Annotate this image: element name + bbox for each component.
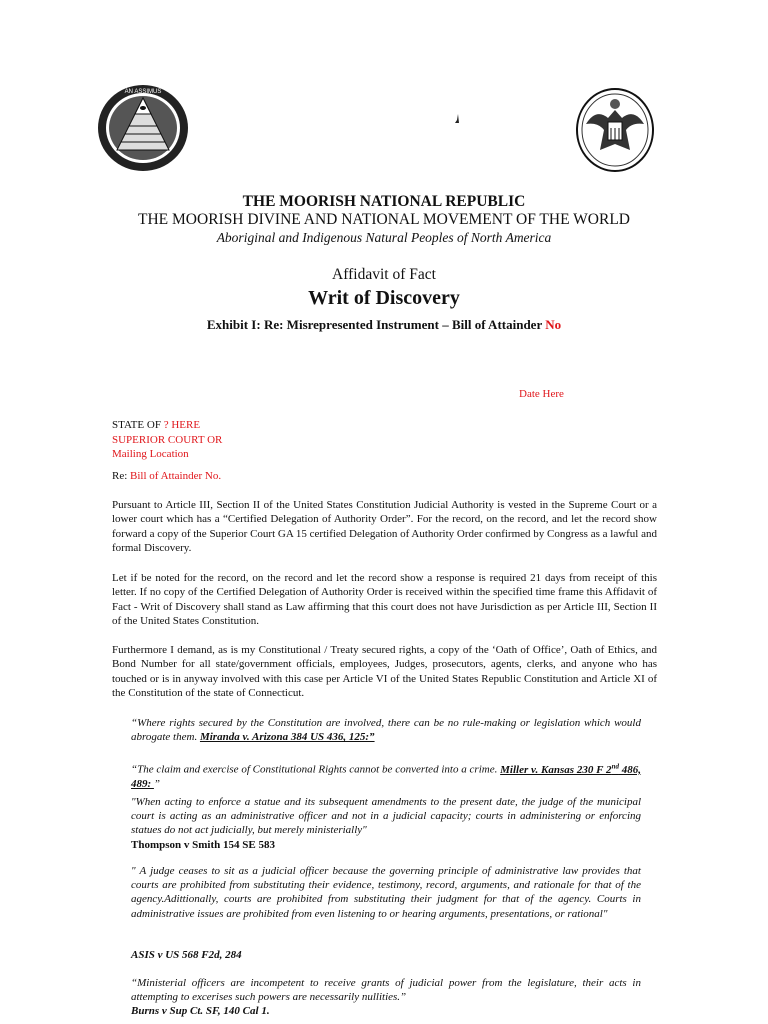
citation-superscript: nd (611, 762, 619, 770)
stray-mark (454, 114, 460, 124)
quote-citation: Thompson v Smith 154 SE 583 (131, 838, 275, 851)
re-line (112, 470, 221, 482)
paragraph-demand: Furthermore I demand, as is my Constitutional / Treaty secured rights, a copy of the ‘Oath of Office’, Oath of Ethics, and Bond Number for all state/government officials, employees, Judges, prosecutors, agents, clerks, and anyone who has touched or is in anyway involved with this case per Article VI of the United States Republic Constitution and Article XI of the Constitution of the state of Connecticut. (112, 644, 657, 699)
re-value: Bill of Attainder No. (130, 470, 222, 482)
quote-judge: " A judge ceases to sit as a judicial officer because the governing principle of administrative law provides that courts are prohibited from substituting their evidence, testimony, record, arguments, and rationale for that of the agency.Adittionally, courts are prohibited from substituting their judgment for that of the agency. Courts in administrative issues are prohibited from even listening to or hearing arguments, presentations, or rational" (131, 865, 641, 920)
document-title: Writ of Discovery (308, 287, 460, 309)
quote-citation: ASIS v US 568 F2d, 284 (131, 949, 242, 961)
paragraph-jurisdiction: Pursuant to Article III, Section II of the United States Constitution Judicial Authority is vested in the Supreme Court or a lower court which has a “Certified Delegation of Authority Order”. For the record, on the record, and let the record show forward a copy of the Superior Court GA 15 certified Delegation of Authority Order confirmed by Congress as a lawful and formal Discovery. (112, 499, 657, 554)
quote-end: ” (153, 777, 161, 790)
paragraph-response: Let if be noted for the record, on the record and let the record show a response is required 21 days from receipt of this letter. If no copy of the Certified Delegation of Authority Order is received within the specified time frame this Affidavit of Fact - Writ of Discovery shall stand as Law affirming that this court does not have Jurisdiction as per Article III, Section II of the United States Constitution. (112, 572, 657, 627)
quote-text: “Where rights secured by the Constitution are involved, there can be no rule-making or legislation which would abrogate them. (131, 717, 641, 744)
address-block (112, 418, 222, 462)
document-type: Affidavit of Fact (332, 266, 436, 283)
state-value: ? HERE (163, 419, 201, 431)
location-line: Mailing Location (112, 448, 189, 460)
eagle-seal-icon (576, 88, 654, 172)
state-label: STATE OF (112, 419, 161, 431)
pyramid-seal-icon (97, 84, 189, 172)
quote-miller (131, 759, 641, 791)
quote-text: "When acting to enforce a statue and its subsequent amendments to the present date, the judge of the municipal court is acting as an administrative officer and not in a judicial capacity; courts in administering or enforcing statues do not act judicially, but merely ministerially" (131, 796, 641, 837)
court-line: SUPERIOR COURT OR (112, 433, 223, 446)
exhibit-line (0, 317, 768, 333)
date-placeholder: Date Here (519, 388, 564, 400)
quote-citation: Miranda v. Arizona 384 US 436, 125:” (199, 731, 375, 744)
exhibit-text: Exhibit I: Re: Misrepresented Instrument – Bill of Attainder (206, 317, 542, 332)
citation-part: 486, 489: (131, 763, 642, 790)
quote-burns (131, 976, 641, 1019)
citation-part: Miller v. Kansas 230 F 2 (500, 763, 612, 776)
quote-miranda (131, 716, 641, 744)
seal-inscription: AN ASSIMUS (124, 89, 162, 95)
re-label: Re: (112, 470, 128, 482)
exhibit-number: No (545, 317, 562, 332)
quote-text: “The claim and exercise of Constitutional Rights cannot be converted into a crime. (131, 763, 498, 776)
quote-thompson (131, 795, 641, 852)
quote-citation: Burns v Sup Ct. SF, 140 Cal 1. (131, 1005, 270, 1018)
organization-name: THE MOORISH NATIONAL REPUBLIC (242, 193, 526, 210)
quote-asis-citation (131, 948, 641, 962)
state-line (112, 418, 222, 433)
peoples-subtitle: Aboriginal and Indigenous Natural Peoples of North America (216, 230, 552, 245)
movement-name: THE MOORISH DIVINE AND NATIONAL MOVEMENT OF THE WORLD (138, 211, 630, 228)
quote-text: “Ministerial officers are incompetent to receive grants of judicial power from the legislature, their acts in attempting to excerises such powers are necessarily nullities.” (131, 977, 641, 1004)
